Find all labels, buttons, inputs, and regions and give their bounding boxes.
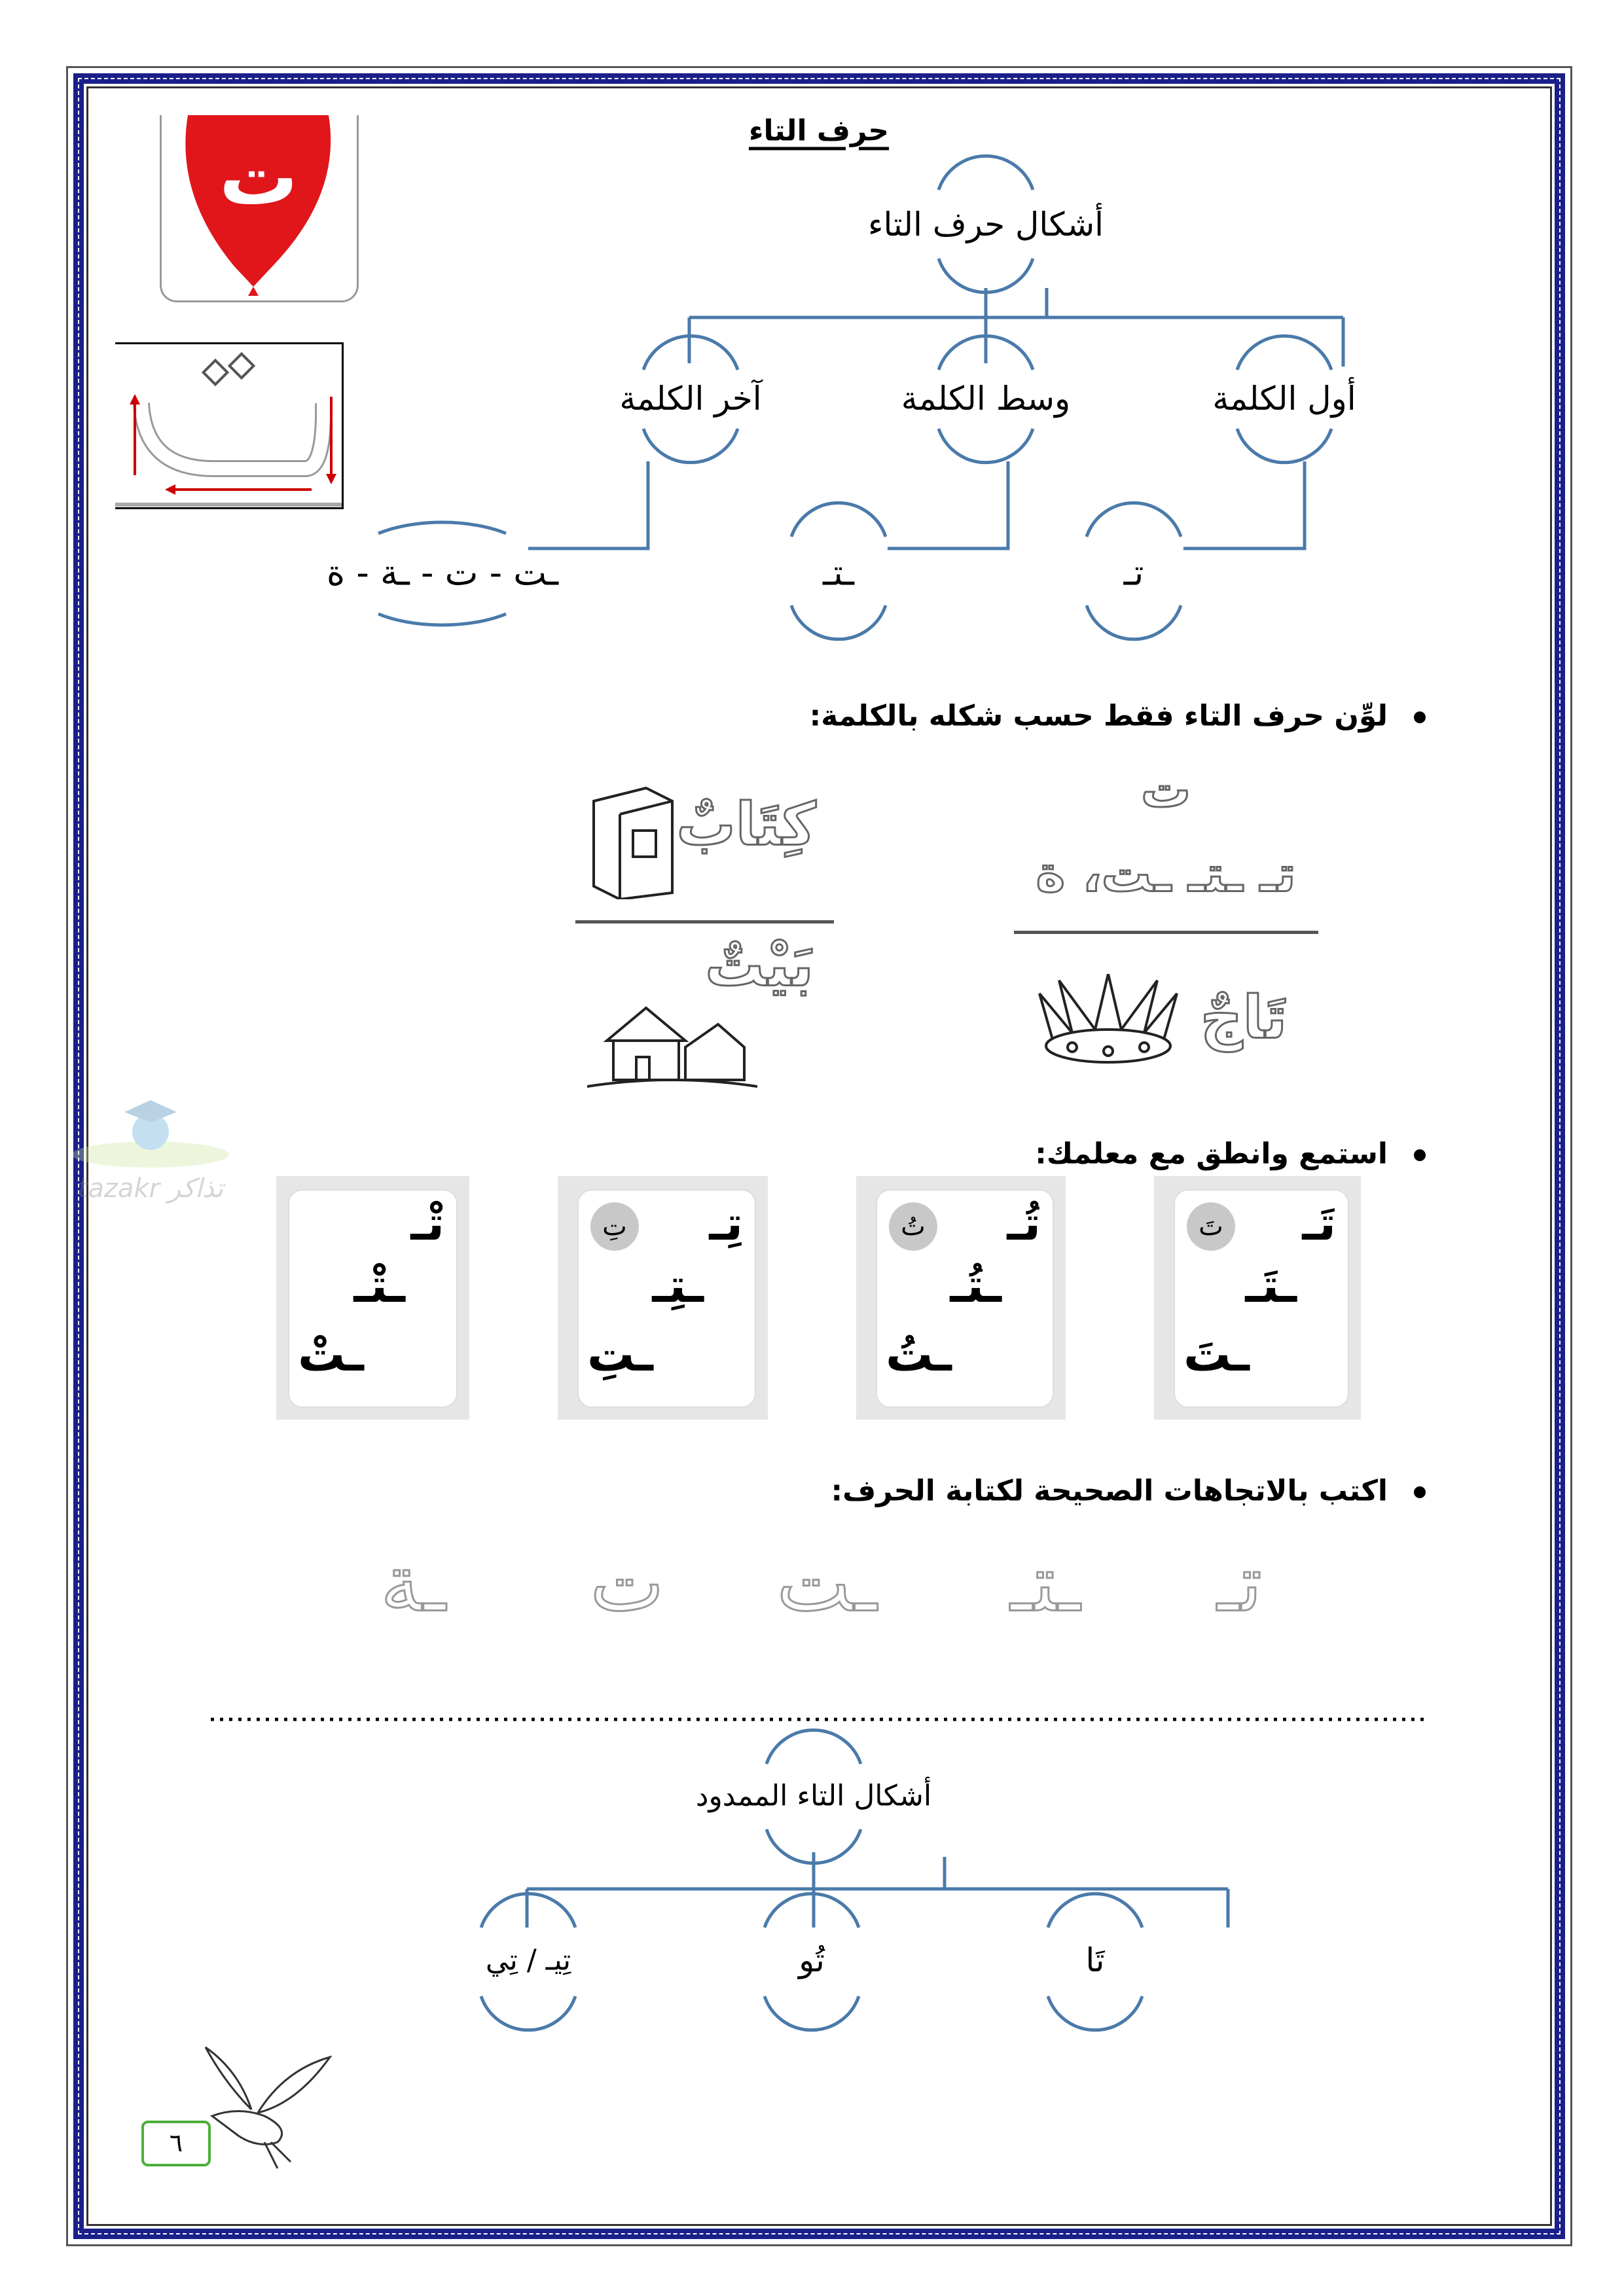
syllable-card-kasra <box>558 1176 768 1420</box>
trace-letter[interactable]: ـت <box>776 1538 877 1630</box>
word-taj: تَاجٌ <box>1200 983 1288 1052</box>
word-kitab: كِتَابٌ <box>676 790 816 859</box>
form-end: ـتِ <box>587 1327 653 1382</box>
word-bayt: بَيْتٌ <box>705 931 814 1000</box>
syllable-badge: تُ <box>889 1202 937 1251</box>
form-start: تَـ <box>1302 1196 1336 1251</box>
tree-node-middle: وسط الكلمة <box>901 380 1071 418</box>
form-middle: ـتْـ <box>353 1258 405 1313</box>
tree-root: أشكال حرف التاء <box>867 206 1104 243</box>
trace-letter[interactable]: ت <box>590 1538 664 1630</box>
form-start: تْـ <box>410 1196 444 1251</box>
syllable-badge: تَ <box>1187 1202 1235 1251</box>
page-number: ٦ <box>141 2121 211 2166</box>
graduate-logo-icon <box>59 1092 242 1171</box>
bullet <box>1414 1149 1426 1161</box>
trace-letter[interactable]: ـة <box>380 1538 446 1630</box>
tree2-node-alif: تَا <box>1085 1941 1105 1979</box>
tree-leaf-end: ـت - ت - ـة - ة <box>326 552 559 594</box>
tree-node-start: أول الكلمة <box>1212 380 1356 418</box>
book-icon <box>587 775 679 899</box>
instruction-listen: استمع وانطق مع معلمك: <box>1035 1137 1388 1171</box>
syllable-badge: تِ <box>590 1202 639 1251</box>
divider <box>575 920 834 924</box>
trace-letter[interactable]: ـتـ <box>1010 1538 1081 1630</box>
syllable-card-sukun <box>276 1176 469 1420</box>
forms-top: ت <box>1140 760 1191 819</box>
dove-icon <box>199 2044 332 2170</box>
watermark: tazakr تذاكر <box>59 1092 242 1217</box>
instruction-write: اكتب بالاتجاهات الصحيحة لكتابة الحرف: <box>831 1474 1388 1508</box>
form-end: ـتَ <box>1183 1327 1250 1382</box>
syllable-card-fatha <box>1154 1176 1361 1420</box>
form-start: تُـ <box>1007 1196 1041 1251</box>
divider <box>1014 931 1318 934</box>
tree-leaf-start: تـ <box>1123 552 1144 594</box>
tree2-node-waw: تُو <box>799 1941 825 1979</box>
bullet <box>1414 1486 1426 1498</box>
instruction-color: لوِّن حرف التاء فقط حسب شكله بالكلمة: <box>809 699 1388 733</box>
balloon-letter: ت <box>219 132 298 223</box>
tree-leaf-middle: ـتـ <box>823 552 854 594</box>
trace-letter[interactable]: تـ <box>1217 1538 1263 1630</box>
form-middle: ـتِـ <box>652 1258 704 1313</box>
forms-row: تـ ـتـ ـت، ة <box>1036 844 1296 903</box>
form-end: ـتُ <box>886 1327 952 1382</box>
tree2-node-ya: تِيـ / تِي <box>485 1943 571 1977</box>
syllable-card-damma <box>856 1176 1066 1420</box>
page-title: حرف التاء <box>748 114 890 148</box>
form-middle: ـتَـ <box>1245 1258 1297 1313</box>
form-end: ـتْ <box>298 1327 364 1382</box>
crown-icon <box>1033 974 1183 1066</box>
form-middle: ـتُـ <box>950 1258 1001 1313</box>
house-icon <box>587 995 757 1093</box>
tree2-root: أشكال التاء الممدود <box>695 1779 932 1813</box>
form-start: تِـ <box>709 1196 743 1251</box>
tree-node-end: آخر الكلمة <box>619 380 762 418</box>
bullet <box>1414 711 1426 723</box>
